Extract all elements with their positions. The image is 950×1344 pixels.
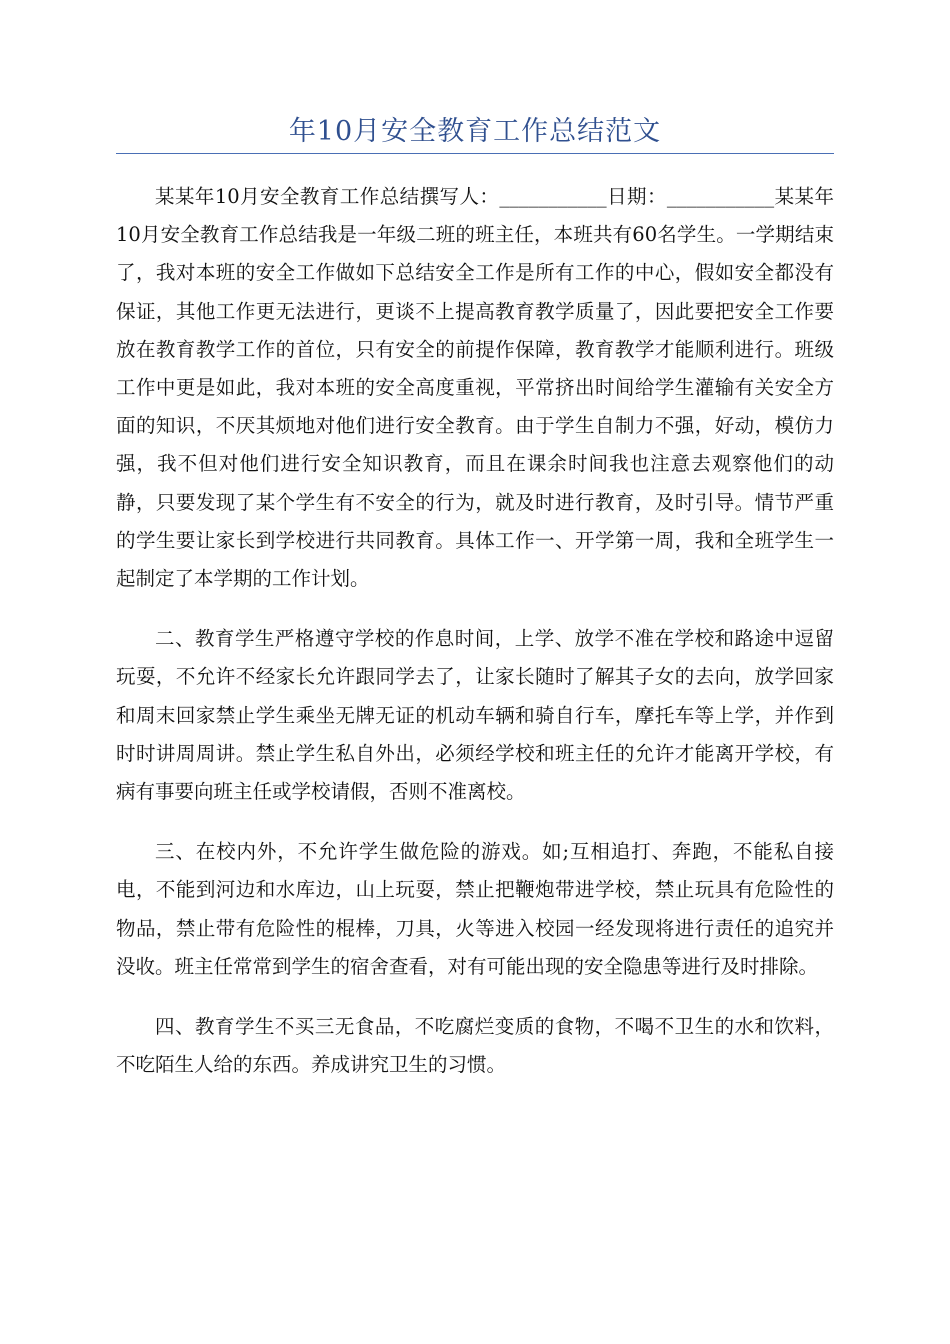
paragraph-1: 某某年10月安全教育工作总结撰写人：___________日期：___________某某年10月安全教育工作总结我是一年级二班的班主任，本班共有60名学生。一学期结束了，我对本班的安全工作做如下总结安全工作是所有工作的中心，假如安全都没有保证，其他工作更无法进行，更谈不上提高教育教学质量了，因此要把安全工作要放在教育教学工作的首位，只有安全的前提作保障，教育教学才能顺利进行。班级工作中更是如此，我对本班的安全高度重视，平常挤出时间给学生灌输有关安全方面的知识，不厌其烦地对他们进行安全教育。由于学生自制力不强，好动，模仿力强，我不但对他们进行安全知识教育，而且在课余时间我也注意去观察他们的动静，只要发现了某个学生有不安全的行为，就及时进行教育，及时引导。情节严重的学生要让家长到学校进行共同教育。具体工作一、开学第一周，我和全班学生一起制定了本学期的工作计划。 <box>116 185 834 591</box>
document-body <box>116 178 834 1106</box>
title-underline <box>116 153 834 154</box>
paragraph-3: 三、在校内外，不允许学生做危险的游戏。如;互相追打、奔跑，不能私自接电，不能到河边和水库边，山上玩耍，禁止把鞭炮带进学校，禁止玩具有危险性的物品，禁止带有危险性的棍棒，刀具，火等进入校园一经发现将进行责任的追究并没收。班主任常常到学生的宿舍查看，对有可能出现的安全隐患等进行及时排除。 <box>116 840 834 978</box>
paragraph-2: 二、教育学生严格遵守学校的作息时间，上学、放学不准在学校和路途中逗留玩耍，不允许不经家长允许跟同学去了，让家长随时了解其子女的去向，放学回家和周末回家禁止学生乘坐无牌无证的机动车辆和骑自行车，摩托车等上学，并作到时时讲周周讲。禁止学生私自外出，必须经学校和班主任的允许才能离开学校，有病有事要向班主任或学校请假，否则不准离校。 <box>116 627 834 804</box>
document-title: 年10月安全教育工作总结范文 <box>288 116 662 147</box>
paragraph-4: 四、教育学生不买三无食品，不吃腐烂变质的食物，不喝不卫生的水和饮料，不吃陌生人给的东西。养成讲究卫生的习惯。 <box>116 1015 834 1077</box>
